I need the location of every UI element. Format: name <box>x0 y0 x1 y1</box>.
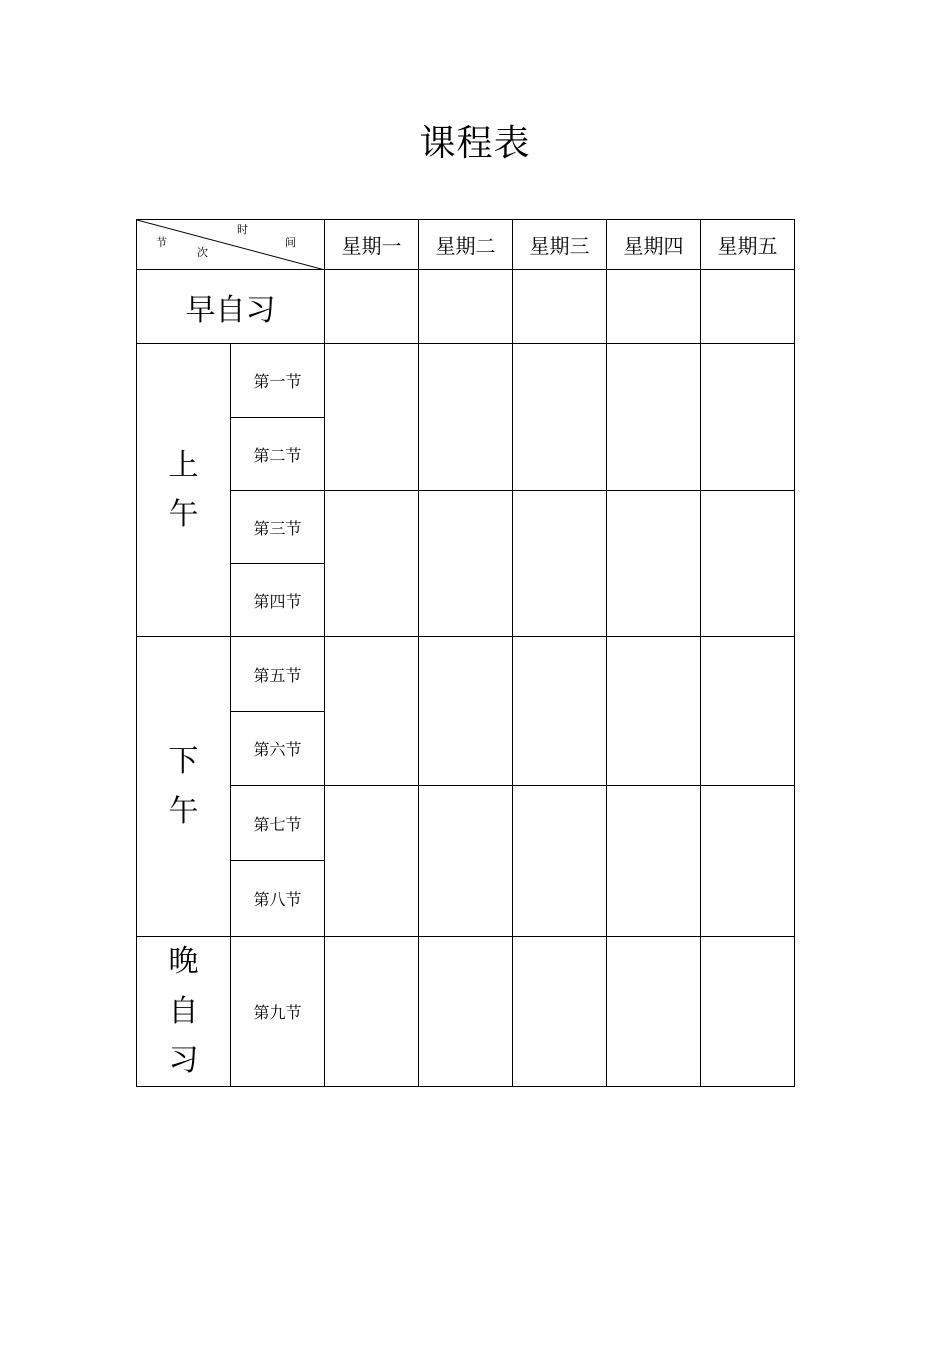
schedule-cell[interactable] <box>513 786 607 937</box>
period-label: 第一节 <box>231 344 325 418</box>
schedule-cell[interactable] <box>419 937 513 1087</box>
morning-study-row <box>137 270 795 344</box>
schedule-cell[interactable] <box>701 637 795 786</box>
schedule-cell[interactable] <box>701 937 795 1087</box>
period-label: 第六节 <box>231 712 325 786</box>
schedule-cell[interactable] <box>419 637 513 786</box>
schedule-cell[interactable] <box>325 786 419 937</box>
page-title: 课程表 <box>419 123 531 164</box>
schedule-cell[interactable] <box>513 344 607 491</box>
schedule-cell[interactable] <box>607 937 701 1087</box>
schedule-cell[interactable] <box>701 491 795 637</box>
schedule-cell[interactable] <box>419 786 513 937</box>
corner-label-time-2: 间 <box>285 236 296 249</box>
schedule-cell[interactable] <box>701 270 795 344</box>
day-header-mon: 星期一 <box>325 220 419 270</box>
period-row <box>137 344 795 418</box>
schedule-cell[interactable] <box>419 344 513 491</box>
day-header-thu: 星期四 <box>607 220 701 270</box>
period-row <box>137 491 795 564</box>
schedule-cell[interactable] <box>607 270 701 344</box>
afternoon-label <box>137 637 231 937</box>
period-label: 第五节 <box>231 637 325 712</box>
evening-study-label <box>137 937 231 1087</box>
schedule-cell[interactable] <box>607 637 701 786</box>
period-label: 第八节 <box>231 861 325 937</box>
schedule-cell[interactable] <box>513 491 607 637</box>
schedule-cell[interactable] <box>701 786 795 937</box>
evening-row <box>137 937 795 1087</box>
schedule-cell[interactable] <box>419 270 513 344</box>
day-header-tue: 星期二 <box>419 220 513 270</box>
period-label: 第九节 <box>231 937 325 1087</box>
schedule-cell[interactable] <box>513 270 607 344</box>
period-label: 第七节 <box>231 786 325 861</box>
schedule-cell[interactable] <box>325 270 419 344</box>
period-row <box>137 786 795 861</box>
schedule-cell[interactable] <box>513 637 607 786</box>
day-header-fri: 星期五 <box>701 220 795 270</box>
corner-label-period-2: 次 <box>197 246 208 259</box>
schedule-cell[interactable] <box>325 937 419 1087</box>
evening-study-label-text: 晚自习 <box>168 944 199 1078</box>
schedule-cell[interactable] <box>325 344 419 491</box>
timetable <box>136 219 795 1087</box>
period-label: 第二节 <box>231 418 325 491</box>
corner-label-time-1: 时 <box>237 223 248 236</box>
morning-label <box>137 344 231 637</box>
schedule-cell[interactable] <box>513 937 607 1087</box>
schedule-cell[interactable] <box>607 344 701 491</box>
schedule-cell[interactable] <box>607 786 701 937</box>
header-row <box>137 220 795 270</box>
period-label: 第四节 <box>231 564 325 637</box>
afternoon-label-text: 下午 <box>168 744 199 829</box>
corner-cell <box>137 220 325 270</box>
schedule-cell[interactable] <box>419 491 513 637</box>
morning-label-text: 上午 <box>168 447 199 532</box>
period-label: 第三节 <box>231 491 325 564</box>
schedule-cell[interactable] <box>701 344 795 491</box>
day-header-wed: 星期三 <box>513 220 607 270</box>
morning-study-label: 早自习 <box>137 270 325 344</box>
corner-label-period-1: 节 <box>156 236 167 249</box>
schedule-cell[interactable] <box>325 637 419 786</box>
schedule-cell[interactable] <box>325 491 419 637</box>
schedule-cell[interactable] <box>607 491 701 637</box>
period-row <box>137 637 795 712</box>
